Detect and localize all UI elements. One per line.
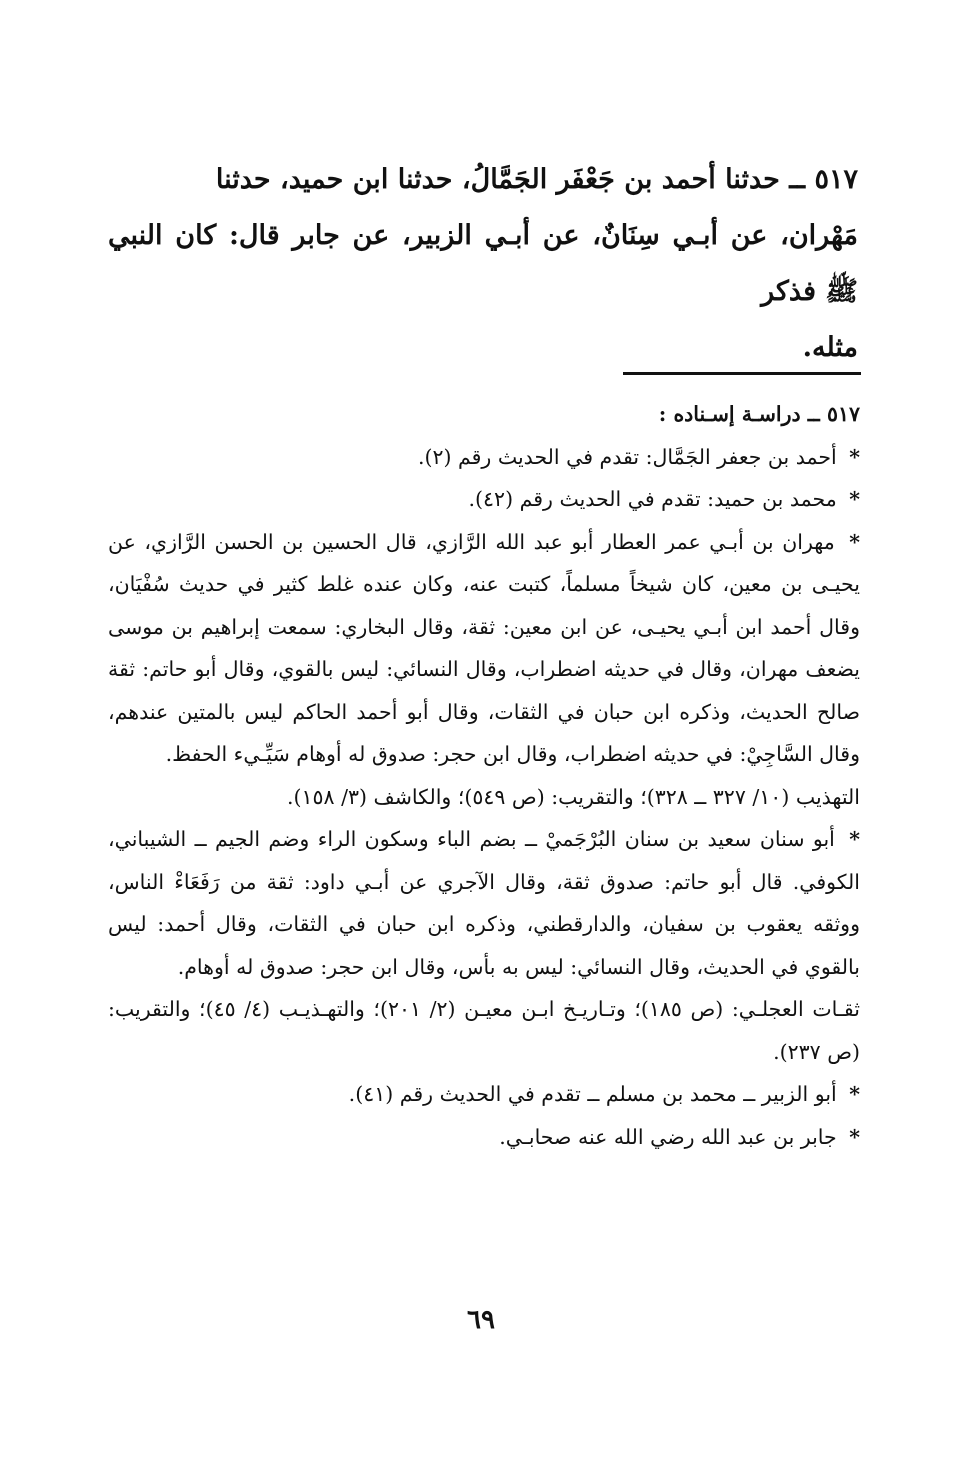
narrator-note-text: مهران بن أبـي عمر العطار أبو عبد الله الرَّازي، قال الحسين بن الحسن الرَّازي، عن يحيـى بن معين، كان شيخاً مسلماً، كتبت عنه، وكان عنده غلط كثير في حديث سُفْيَان، وقال أحمد ابن أبـي يحيـى، عن ابن معين: ثقة، وقال البخاري: سمعت إبراهيم بن موسى يضعف مهران، وقال في حديثه اضطراب، وقال النسائي: ليس بالقوي، وقال أبو حاتم: ثقة صالح الحديث، وذكره ابن حبان في الثقات، وقال أبو أحمد الحاكم ليس بالمتين عندهم، وقال السَّاجِيْ: في حديثه اضطراب، وقال ابن حجر: صدوق له أوهام سَيِّـيء الحفظ. bbox=[108, 529, 860, 766]
page-number: ٦٩ bbox=[467, 1305, 495, 1335]
hadith-text bbox=[108, 152, 858, 376]
narrator-note bbox=[108, 1116, 860, 1159]
bullet-marker: * bbox=[849, 827, 860, 851]
reference-line: التهذيب (١٠/ ٣٢٧ ــ ٣٢٨)؛ والتقريب: (ص ٥٤٩)؛ والكاشف (٣/ ١٥٨). bbox=[286, 784, 860, 809]
bullet-marker: * bbox=[849, 1082, 860, 1106]
narrator-note-text: أبو الزبير ــ محمد بن مسلم ــ تقدم في الحديث رقم (٤١). bbox=[348, 1082, 837, 1106]
bullet-marker: * bbox=[849, 529, 860, 554]
bullet-marker: * bbox=[849, 487, 860, 511]
reference-line: ثقـات العجلـي: (ص ١٨٥)؛ وتـاريـخ ابـن معيـن (٢/ ٢٠١)؛ والتهـذيـب (٤/ ٤٥)؛ والتقريب: (ص ٢٣٧). bbox=[108, 997, 860, 1064]
narrator-note-text: أبو سنان سعيد بن سنان البُرْجَميْ ــ بضم الباء وسكون الراء وضم الجيم ــ الشيباني، الكوفي. قال أبو حاتم: صدوق ثقة، وقال الآجري عن أبـي داود: ثقة من رَفَعَاءْ الناس، ووثقه يعقوب بن سفيان، والدارقطني، وذكره ابن حبان في الثقات، وقال أحمد: ليس بالقوي في الحديث، وقال النسائي: ليس به بأس، وقال ابن حجر: صدوق له أوهام. bbox=[108, 827, 860, 979]
narrator-note bbox=[108, 521, 860, 776]
narrator-note bbox=[108, 818, 860, 988]
narrator-note bbox=[108, 478, 860, 521]
narrator-note bbox=[108, 436, 860, 479]
hadith-line: مَهْران، عن أبـي سِنَانٌ، عن أبـي الزبير، عن جابر قال: كان النبي ﷺ فذكر bbox=[108, 220, 858, 307]
bullet-marker: * bbox=[849, 444, 860, 469]
narrator-note-text: محمد بن حميد: تقدم في الحديث رقم (٤٢). bbox=[468, 487, 837, 511]
bullet-marker: * bbox=[849, 1124, 860, 1149]
footnote-divider bbox=[623, 372, 861, 375]
footnotes bbox=[108, 393, 860, 1158]
narrator-note-text: جابر بن عبد الله رضي الله عنه صحابـي. bbox=[499, 1124, 837, 1149]
narrator-note-text: أحمد بن جعفر الجَمَّال: تقدم في الحديث رقم (٢). bbox=[417, 444, 837, 469]
narrator-note bbox=[108, 1073, 860, 1116]
hadith-line: مثله. bbox=[802, 332, 858, 363]
footnote-heading: ٥١٧ ــ دراسـة إسـناده : bbox=[658, 402, 860, 426]
hadith-line: ٥١٧ ــ حدثنا أحمد بن جَعْفَر الجَمَّالُ، حدثنا ابن حميد، حدثنا bbox=[215, 164, 858, 195]
